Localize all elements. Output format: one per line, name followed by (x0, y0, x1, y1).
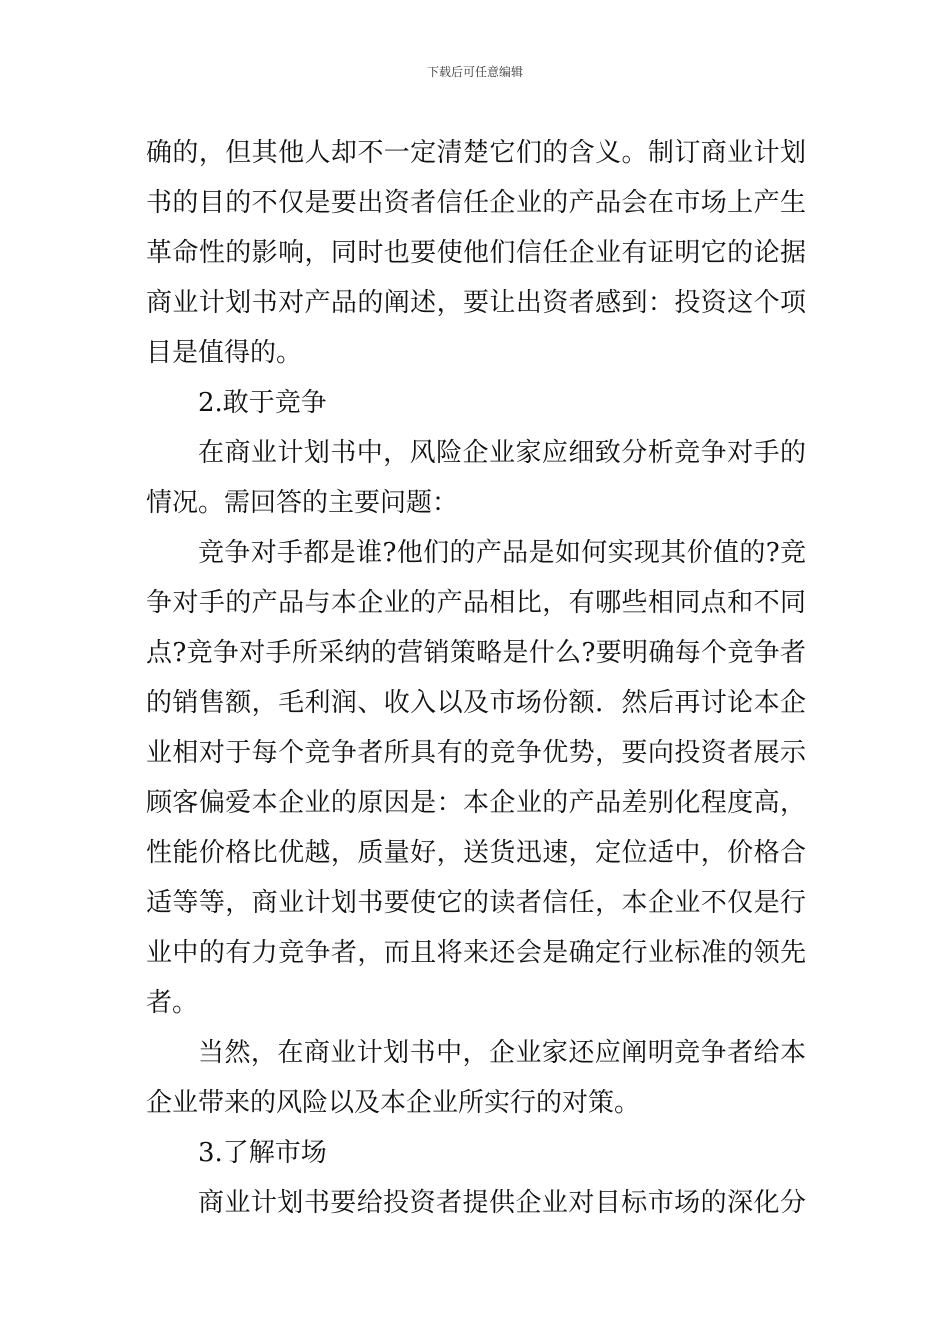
text-line: 目是值得的。 (146, 338, 303, 368)
page-header: 下载后可任意编辑 (426, 65, 523, 79)
text-line: 商业计划书对产品的阐述，要让出资者感到：投资这个项 (146, 288, 806, 318)
document-body (146, 128, 806, 1228)
text-line: 业中的有力竞争者，而且将来还会是确定行业标准的领先 (146, 938, 806, 968)
text-line: 当然，在商业计划书中，企业家还应阐明竞争者给本 (198, 1038, 806, 1068)
text-line: 确的，但其他人却不一定清楚它们的含义。制订商业计划 (146, 138, 806, 168)
text-line: 情况。需回答的主要问题： (146, 488, 459, 518)
text-line: 点?竞争对手所采纳的营销策略是什么?要明确每个竞争者 (146, 638, 806, 668)
text-line: 的销售额，毛利润、收入以及市场份额．然后再讨论本企 (146, 688, 806, 718)
text-line: 争对手的产品与本企业的产品相比，有哪些相同点和不同 (146, 588, 806, 618)
text-line: 顾客偏爱本企业的原因是：本企业的产品差别化程度高， (146, 788, 806, 818)
text-line: 革命性的影响，同时也要使他们信任企业有证明它的论据 (146, 238, 806, 268)
text-line: 竞争对手都是谁?他们的产品是如何实现其价值的?竞 (198, 538, 806, 568)
text-line: 适等等，商业计划书要使它的读者信任，本企业不仅是行 (146, 888, 806, 918)
section-heading: 2.敢于竞争 (198, 388, 327, 418)
text-line: 者。 (146, 988, 199, 1018)
text-line: 企业带来的风险以及本企业所实行的对策。 (146, 1088, 641, 1118)
section-heading: 3.了解市场 (198, 1138, 327, 1168)
text-line: 书的目的不仅是要出资者信任企业的产品会在市场上产生 (146, 188, 806, 218)
text-line: 性能价格比优越，质量好，送货迅速，定位适中，价格合 (146, 838, 806, 868)
text-line: 业相对于每个竞争者所具有的竞争优势，要向投资者展示 (146, 738, 806, 768)
text-line: 商业计划书要给投资者提供企业对目标市场的深化分 (198, 1188, 806, 1218)
text-line: 在商业计划书中，风险企业家应细致分析竞争对手的 (198, 438, 806, 468)
